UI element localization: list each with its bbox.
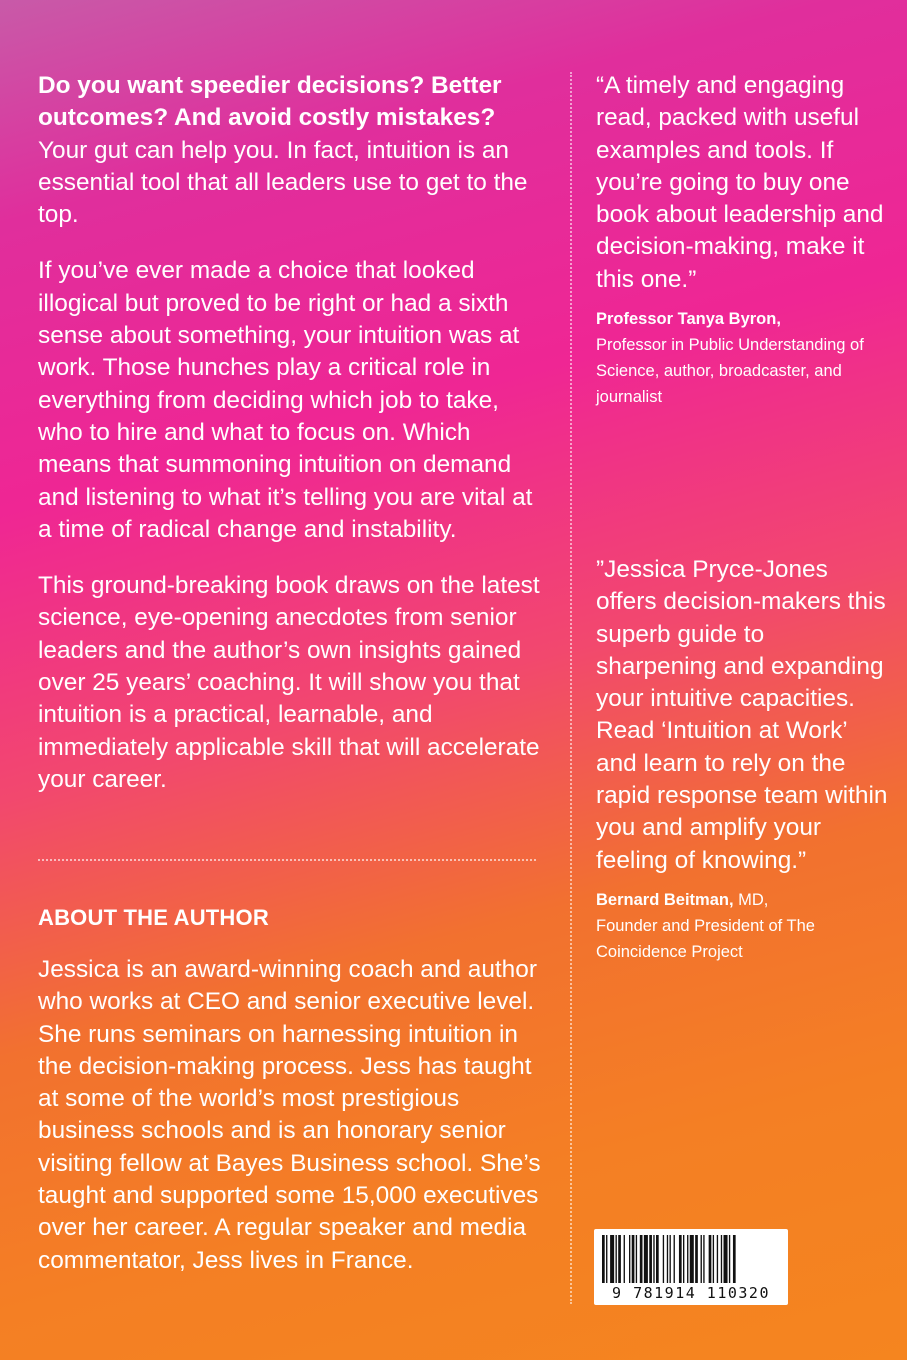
barcode-bar — [616, 1235, 617, 1283]
quote-author-role-1: Professor in Public Understanding of Science, author, broadcaster, and journalist — [596, 336, 864, 407]
quote-block-2 — [596, 554, 891, 965]
intro-lead-bold: Do you want speedier decisions? Better outcomes? And avoid costly mistakes? — [38, 72, 502, 132]
horizontal-dotted-divider — [38, 859, 536, 861]
quote-text-2: ”Jessica Pryce-Jones offers decision-makers this superb guide to sharpening and expanding your intuitive capacities. Read ‘Intuition at Work’ and learn to rely on the rapid response team within you and amplify your feeling of knowing.” — [596, 556, 888, 874]
barcode-bar — [656, 1235, 659, 1283]
barcode-bar — [724, 1235, 728, 1283]
barcode-bar — [644, 1235, 648, 1283]
barcode-bar — [701, 1235, 702, 1283]
quote-attribution-1 — [596, 306, 891, 410]
about-author-text: Jessica is an award-winning coach and author who works at CEO and senior executive level. She runs seminars on harnessing intuition in the decision-making process. Jess has taught at some of the world’s most prestigious business schools and is an honorary senior visiting fellow at Bayes Business school. She’s taught and supported some 15,000 executives over her career. A regular speaker and media commentator, Jess lives in France. — [38, 956, 541, 1274]
barcode-bar — [663, 1235, 664, 1283]
barcode-bar — [674, 1235, 675, 1283]
barcode-bar — [721, 1235, 722, 1283]
barcode-bar — [713, 1235, 714, 1283]
barcode-bar — [695, 1235, 698, 1283]
barcode-bar — [624, 1235, 625, 1283]
barcode-bar — [602, 1235, 605, 1283]
vertical-dotted-divider — [570, 72, 572, 1304]
barcode-bar — [687, 1235, 688, 1283]
barcode-bar — [636, 1235, 637, 1283]
barcode-bar — [709, 1235, 712, 1283]
barcode-bar — [729, 1235, 730, 1283]
isbn-number: 9 781914 110320 — [612, 1284, 770, 1302]
quote-author-name-1: Professor Tanya Byron, — [596, 310, 781, 329]
quote-attribution-2 — [596, 887, 891, 965]
barcode-bar — [618, 1235, 621, 1283]
barcode-bar — [667, 1235, 668, 1283]
barcode-bar — [629, 1235, 630, 1283]
barcode-bar — [640, 1235, 643, 1283]
quote-text-1: “A timely and engaging read, packed with useful examples and tools. If you’re going to buy one book about leadership and decision-making, make it this one.” — [596, 72, 884, 293]
barcode-bar — [717, 1235, 718, 1283]
quote-author-role-2: Founder and President of The Coincidence Project — [596, 916, 815, 961]
barcode — [594, 1229, 788, 1305]
barcode-bar — [606, 1235, 607, 1283]
barcode-bar — [670, 1235, 671, 1283]
body-paragraph-3: This ground-breaking book draws on the latest science, eye-opening anecdotes from senior leaders and the author’s own insights gained over 25 years’ coaching. It will show you that intuition is a practical, learnable, and immediately applicable skill that will accelerate your career. — [38, 572, 540, 793]
quote-author-name-2: Bernard Beitman, — [596, 890, 734, 909]
body-paragraph-2: If you’ve ever made a choice that looked illogical but proved to be right or had a sixth sense about something, your intuition was at work. Those hunches play a critical role in everything from deciding which job to take, who to hire and what to focus on. Which means that summoning intuition on demand and listening to what it’s telling you are vital at a time of radical change and instability. — [38, 257, 533, 543]
barcode-bar — [653, 1235, 654, 1283]
quote-block-1 — [596, 70, 891, 410]
barcode-bar — [733, 1235, 736, 1283]
barcode-bar — [610, 1235, 614, 1283]
barcode-bar — [690, 1235, 694, 1283]
barcode-bar — [683, 1235, 684, 1283]
left-column — [38, 70, 543, 796]
intro-lead-rest: Your gut can help you. In fact, intuition is an essential tool that all leaders use to get to the top. — [38, 136, 528, 229]
about-author-heading: ABOUT THE AUTHOR — [38, 905, 269, 930]
barcode-bar — [649, 1235, 652, 1283]
barcode-bar — [703, 1235, 704, 1283]
barcode-bar — [632, 1235, 635, 1283]
quote-author-suffix-2: MD, — [733, 890, 769, 909]
barcode-bar — [679, 1235, 682, 1283]
intro-paragraph — [38, 70, 543, 231]
